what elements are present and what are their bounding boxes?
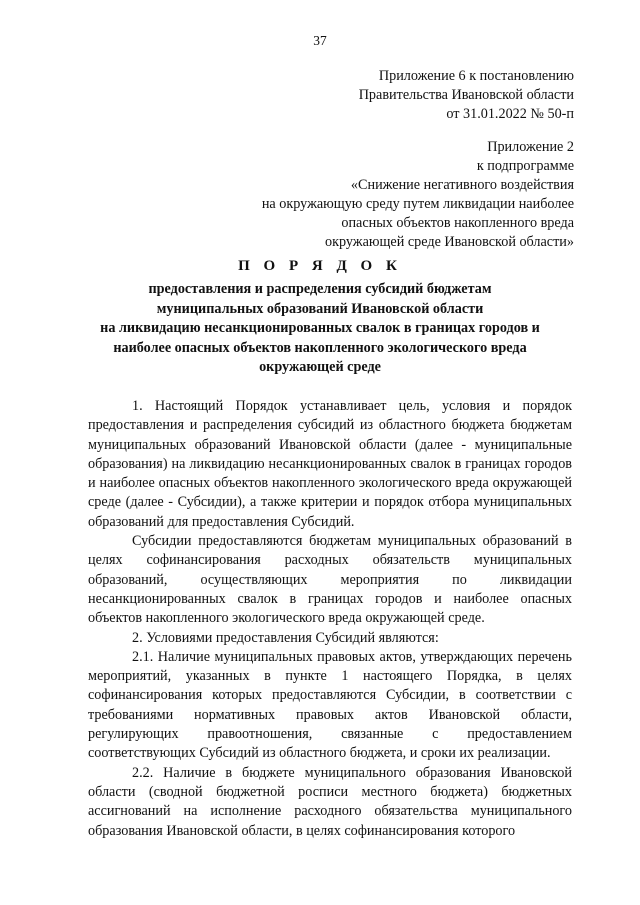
subtitle-line: наиболее опасных объектов накопленного экологического вреда <box>113 339 527 356</box>
appendix-header-main <box>359 67 574 124</box>
subtitle-line: на ликвидацию несанкционированных свалок в границах городов и <box>100 320 540 336</box>
subtitle-line: муниципальных образований Ивановской области <box>156 300 484 317</box>
appendix-sub-line: на окружающую среду путем ликвидации наиболее <box>261 196 574 212</box>
page-number: 37 <box>313 33 327 48</box>
subtitle-line: окружающей среде <box>259 359 381 375</box>
appendix-sub-line: Приложение 2 <box>487 139 574 155</box>
paragraph: Субсидии предоставляются бюджетам муниципальных образований в целях софинансирования расходных обязательств муниципальных образований, осуществляющих мероприятия по ликвидации несанкционированных свалок в границах городов и наиболее опасных объектов накопленного экологического вреда окружающей среде. <box>88 533 572 627</box>
document-title: П О Р Я Д О К <box>238 258 402 274</box>
paragraph: 2.2. Наличие в бюджете муниципального образования Ивановской области (сводной бюджетной росписи местного бюджета) бюджетных ассигнований на исполнение расходного обязательства муниципального образования Ивановской области, в целях софинансирования которого <box>88 764 572 839</box>
appendix-main-line: Приложение 6 к постановлению <box>378 68 574 84</box>
appendix-header-sub <box>262 138 574 252</box>
appendix-main-line: Правительства Ивановской области <box>358 87 574 103</box>
appendix-sub-line: к подпрограмме <box>476 158 574 174</box>
appendix-sub-line: опасных объектов накопленного вреда <box>341 215 574 231</box>
document-subtitle <box>60 280 580 378</box>
document-heading <box>60 255 580 378</box>
paragraph: 1. Настоящий Порядок устанавливает цель, условия и порядок предоставления и распределения субсидий из областного бюджета бюджетам муниципальных образований Ивановской области (далее - муниципальные образования) на ликвидацию несанкционированных свалок в границах городов и наиболее опасных объектов накопленного экологического вреда окружающей среде (далее - Субсидии), а также критерии и порядок отбора муниципальных образований для предоставления Субсидий. <box>88 398 572 530</box>
paragraph: 2.1. Наличие муниципальных правовых актов, утверждающих перечень мероприятий, указанных в пункте 1 настоящего Порядка, в целях софинансирования которых предоставляются Субсидии, в соответствии с требованиями нормативных правовых актов Ивановской области, регулирующих правоотношения, связанные с предоставлением соответствующих Субсидий из областного бюджета, и сроки их реализации. <box>88 648 572 762</box>
appendix-sub-line: «Снижение негативного воздействия <box>350 177 574 193</box>
appendix-main-line: от 31.01.2022 № 50-п <box>446 106 574 122</box>
appendix-sub-line: окружающей среде Ивановской области» <box>324 234 574 250</box>
document-body <box>88 397 572 841</box>
subtitle-line: предоставления и распределения субсидий бюджетам <box>148 281 492 297</box>
paragraph: 2. Условиями предоставления Субсидий являются: <box>132 629 439 646</box>
